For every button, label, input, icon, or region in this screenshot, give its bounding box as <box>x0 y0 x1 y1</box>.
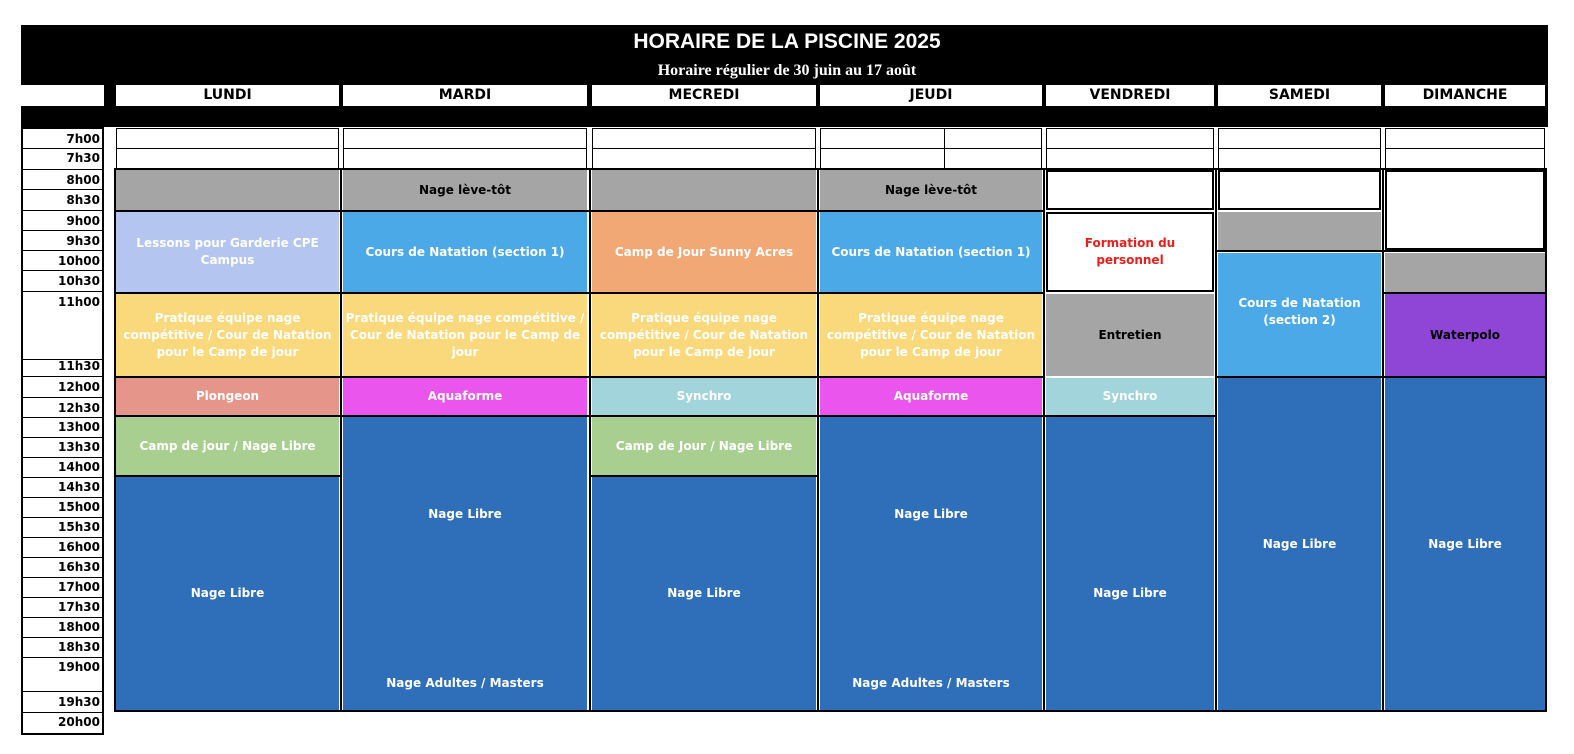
block-dimanche-grey <box>1385 253 1545 292</box>
page-title: HORAIRE DE LA PISCINE 2025 <box>633 30 941 53</box>
label-mardi-nage-libre: Nage Libre <box>428 507 502 521</box>
time-label: 19h30 <box>58 695 100 709</box>
empty-cell <box>944 148 1042 169</box>
empty-cell <box>1046 170 1214 210</box>
block-jeudi-cours-natation: Cours de Natation (section 1) <box>820 212 1042 292</box>
empty-cell <box>343 148 587 169</box>
grid-line <box>589 475 819 477</box>
day-header-mardi: MARDI <box>343 85 587 106</box>
block-mecredi-grey <box>592 170 816 210</box>
day-header-jeudi: JEUDI <box>820 85 1042 106</box>
block-lundi-grey <box>116 170 339 210</box>
block-samedi-cours-natation-2: Cours de Natation (section 2) <box>1218 253 1381 376</box>
empty-cell <box>1218 128 1381 149</box>
grid-line <box>817 168 819 712</box>
time-label: 8h30 <box>66 193 100 207</box>
block-lundi-camp-jour: Camp de jour / Nage Libre <box>116 417 339 475</box>
time-label: 11h30 <box>58 359 100 373</box>
empty-cell <box>820 148 945 169</box>
block-vendredi-synchro: Synchro <box>1046 378 1214 415</box>
day-header-vendredi: VENDREDI <box>1046 85 1214 106</box>
page-subtitle: Horaire régulier de 30 juin au 17 août <box>657 62 917 79</box>
block-dimanche-waterpolo: Waterpolo <box>1385 294 1545 376</box>
grid-line <box>114 292 1044 294</box>
empty-cell <box>1385 170 1545 250</box>
time-label: 17h30 <box>58 600 100 614</box>
time-label: 19h00 <box>58 660 100 674</box>
day-header-samedi: SAMEDI <box>1218 85 1381 106</box>
time-label: 7h30 <box>66 151 100 165</box>
block-vendredi-nage-libre: Nage Libre <box>1046 417 1214 710</box>
block-jeudi-nage-libre <box>820 417 1042 710</box>
day-header-mecredi: MECREDI <box>592 85 816 106</box>
block-samedi-nage-libre: Nage Libre <box>1218 378 1381 710</box>
block-vendredi-entretien: Entretien <box>1046 294 1214 376</box>
grid-line <box>114 415 1044 417</box>
empty-cell <box>1218 170 1381 210</box>
grid-line <box>340 168 342 712</box>
day-header-dimanche: DIMANCHE <box>1385 85 1545 106</box>
time-label: 12h30 <box>58 401 100 415</box>
time-label: 14h00 <box>58 460 100 474</box>
block-mecredi-synchro: Synchro <box>592 378 816 415</box>
time-label: 8h00 <box>66 173 100 187</box>
block-lundi-lessons-garderie: Lessons pour Garderie CPE Campus <box>116 212 339 292</box>
block-lundi-pratique: Pratique équipe nage compétitive / Cour de Natation pour le Camp de jour <box>116 294 339 376</box>
time-label: 9h00 <box>66 214 100 228</box>
time-label: 18h30 <box>58 640 100 654</box>
time-column <box>21 127 104 735</box>
empty-cell <box>1046 148 1214 169</box>
time-label: 20h00 <box>58 715 100 729</box>
block-jeudi-nage-leve-tot: Nage lève-tôt <box>820 170 1042 210</box>
block-mardi-aquaforme: Aquaforme <box>343 378 587 415</box>
grid-line <box>114 210 1044 212</box>
block-dimanche-nage-libre: Nage Libre <box>1385 378 1545 710</box>
block-jeudi-pratique: Pratique équipe nage compétitive / Cour de Natation pour le Camp de jour <box>820 294 1042 376</box>
time-label: 15h00 <box>58 500 100 514</box>
label-mardi-nage-adultes: Nage Adultes / Masters <box>386 676 544 690</box>
empty-cell <box>1385 148 1545 169</box>
empty-cell <box>820 128 945 149</box>
block-jeudi-aquaforme: Aquaforme <box>820 378 1042 415</box>
grid-line <box>114 168 1547 170</box>
empty-cell <box>1046 128 1214 149</box>
time-label: 17h00 <box>58 580 100 594</box>
block-mardi-pratique: Pratique équipe nage compétitive / Cour de Natation pour le Camp de jour <box>343 294 587 376</box>
grid-line <box>1382 292 1547 294</box>
empty-cell <box>343 128 587 149</box>
block-mardi-nage-libre <box>343 417 587 710</box>
block-mecredi-camp-jour: Camp de Jour / Nage Libre <box>592 417 816 475</box>
block-lundi-plongeon: Plongeon <box>116 378 339 415</box>
time-label: 13h00 <box>58 420 100 434</box>
empty-cell <box>592 148 816 169</box>
time-label: 16h00 <box>58 540 100 554</box>
time-label: 10h00 <box>58 254 100 268</box>
time-label: 14h30 <box>58 480 100 494</box>
grid-line <box>1043 168 1045 712</box>
empty-cell <box>1218 148 1381 169</box>
time-label: 16h30 <box>58 560 100 574</box>
time-label: 7h00 <box>66 132 100 146</box>
day-header-lundi: LUNDI <box>116 85 339 106</box>
grid-line <box>114 376 1044 378</box>
grid-line <box>1215 376 1547 378</box>
empty-cell <box>116 148 339 169</box>
time-label: 11h00 <box>58 295 100 309</box>
label-jeudi-nage-adultes: Nage Adultes / Masters <box>852 676 1010 690</box>
grid-line <box>114 710 1547 712</box>
grid-line <box>114 475 341 477</box>
corner-cell <box>21 85 104 106</box>
empty-cell <box>592 128 816 149</box>
block-lundi-nage-libre: Nage Libre <box>116 477 339 710</box>
empty-cell <box>1385 128 1545 149</box>
grid-line <box>114 168 116 712</box>
time-label: 13h30 <box>58 440 100 454</box>
empty-cell <box>116 128 339 149</box>
block-vendredi-formation: Formation du personnel <box>1046 212 1214 292</box>
empty-cell <box>944 128 1042 149</box>
label-jeudi-nage-libre: Nage Libre <box>894 507 968 521</box>
block-mecredi-nage-libre: Nage Libre <box>592 477 816 710</box>
time-label: 15h30 <box>58 520 100 534</box>
grid-line <box>1043 415 1215 417</box>
block-samedi-grey <box>1218 212 1381 250</box>
time-label: 9h30 <box>66 234 100 248</box>
grid-line <box>589 168 591 712</box>
time-label: 12h00 <box>58 380 100 394</box>
grid-line <box>1215 250 1547 252</box>
block-mardi-nage-leve-tot: Nage lève-tôt <box>343 170 587 210</box>
time-label: 18h00 <box>58 620 100 634</box>
block-mecredi-sunny-acres: Camp de Jour Sunny Acres <box>592 212 816 292</box>
block-mecredi-pratique: Pratique équipe nage compétitive / Cour de Natation pour le Camp de jour <box>592 294 816 376</box>
block-mardi-cours-natation: Cours de Natation (section 1) <box>343 212 587 292</box>
time-label: 10h30 <box>58 274 100 288</box>
